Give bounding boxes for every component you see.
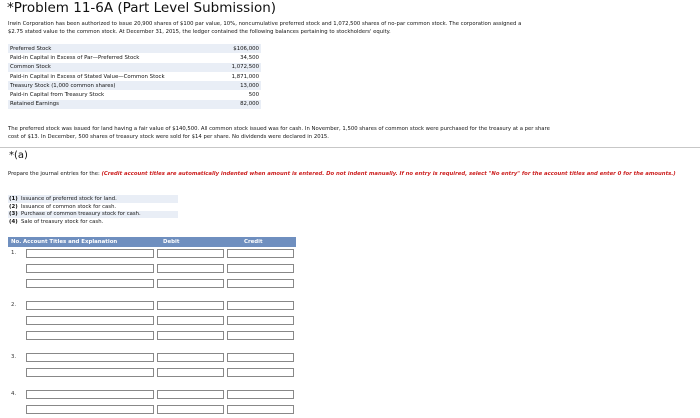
balance-label: Retained Earnings (8, 100, 219, 109)
account-title-input[interactable] (26, 353, 154, 362)
entry-row (8, 388, 296, 403)
credit-input[interactable] (227, 353, 294, 362)
debit-input[interactable] (157, 264, 224, 273)
section-divider (0, 147, 700, 148)
balance-label: Common Stock (8, 63, 219, 72)
transaction-text: Purchase of common treasury stock for cash. (20, 211, 178, 219)
debit-input[interactable] (157, 331, 224, 340)
list-item (8, 211, 178, 219)
table-row (8, 63, 261, 72)
balance-amount: 13,000 (219, 81, 261, 90)
header-credit: Credit (244, 239, 263, 245)
journal-entry-grid (8, 237, 296, 418)
debit-input[interactable] (157, 279, 224, 288)
transaction-text: Issuance of preferred stock for land. (20, 195, 178, 203)
debit-input[interactable] (157, 390, 224, 399)
table-row (8, 100, 261, 109)
account-title-input[interactable] (26, 301, 154, 310)
transaction-text: Sale of treasury stock for cash. (20, 218, 178, 226)
balance-amount: 1,871,000 (231, 73, 259, 80)
balance-label: Paid-in Capital in Excess of Stated Value—Common Stock (10, 73, 165, 80)
account-title-input[interactable] (26, 279, 154, 288)
table-row (8, 90, 261, 99)
preferred-note-line-1: The preferred stock was issued for land having a fair value of $140,500. All common stock issued was for cash. In November, 1,500 shares of common stock were purchased for the treasury at a per share (8, 126, 550, 132)
entry-number: 4. (11, 391, 17, 397)
credit-input[interactable] (227, 279, 294, 288)
preferred-note (8, 125, 693, 141)
grid-header (8, 237, 296, 247)
entry-row (8, 314, 296, 329)
header-no: No. (11, 239, 22, 245)
intro-line-2: $2.75 stated value to the common stock. At December 31, 2015, the ledger contained the following balances pertaining to stockholders' equity. (8, 29, 391, 36)
intro-line-1: Irwin Corporation has been authorized to issue 20,900 shares of $100 par value, 10%, noncumulative preferred stock and 1,072,500 shares of no-par common stock. The corporation assigned a (8, 21, 522, 27)
debit-input[interactable] (157, 316, 224, 325)
credit-input[interactable] (227, 249, 294, 258)
account-title-input[interactable] (26, 390, 154, 399)
entry-row (8, 299, 296, 314)
entry-row (8, 366, 296, 381)
credit-input[interactable] (227, 264, 294, 273)
entry-number: 3. (11, 354, 17, 360)
instructions-note: (Credit account titles are automatically indented when amount is entered. Do not indent manually. If no entry is required, select "No entry" for the account titles and enter 0 for the amounts.) (101, 171, 676, 177)
transaction-text: Issuance of common stock for cash. (20, 203, 178, 211)
account-title-input[interactable] (26, 249, 154, 258)
credit-input[interactable] (227, 331, 294, 340)
account-title-input[interactable] (26, 405, 154, 414)
preferred-note-line-2: cost of $13. In December, 500 shares of treasury stock were sold for $14 per share. No dividends were declared in 2015. (8, 134, 329, 141)
table-row (8, 44, 261, 53)
credit-input[interactable] (227, 368, 294, 377)
balance-label: Treasury Stock (1,000 common shares) (8, 81, 219, 90)
instructions (8, 170, 693, 178)
debit-input[interactable] (157, 353, 224, 362)
balance-label: Paid-in Capital from Treasury Stock (10, 92, 105, 99)
entry-number: 2. (11, 302, 17, 308)
part-label: *(a) (9, 150, 28, 161)
instructions-prefix: Prepare the journal entries for the: (8, 171, 102, 177)
balance-amount: $106,000 (219, 44, 261, 53)
debit-input[interactable] (157, 368, 224, 377)
balances-table (8, 44, 261, 109)
list-item (8, 218, 178, 226)
account-title-input[interactable] (26, 264, 154, 273)
balance-amount: 82,000 (219, 100, 261, 109)
list-item (8, 203, 178, 211)
transaction-number: (2) (8, 203, 20, 211)
table-row (8, 53, 261, 62)
balance-amount: 500 (248, 92, 259, 99)
header-debit: Debit (163, 239, 180, 245)
transactions-list (8, 195, 178, 226)
debit-input[interactable] (157, 301, 224, 310)
page-title: *Problem 11-6A (Part Level Submission) (7, 0, 277, 16)
transaction-number: (3) (8, 211, 20, 219)
credit-input[interactable] (227, 390, 294, 399)
transaction-number: (4) (8, 218, 20, 226)
problem-intro (8, 20, 693, 37)
balance-amount: 1,072,500 (219, 63, 261, 72)
table-row (8, 72, 261, 81)
entry-row (8, 277, 296, 292)
debit-input[interactable] (157, 249, 224, 258)
table-row (8, 81, 261, 90)
entry-row (8, 403, 296, 418)
account-title-input[interactable] (26, 368, 154, 377)
list-item (8, 195, 178, 203)
entry-row (8, 351, 296, 366)
header-account: Account Titles and Explanation (23, 239, 118, 245)
balance-amount: 34,500 (240, 54, 259, 61)
entry-row (8, 247, 296, 262)
balance-label: Preferred Stock (8, 44, 219, 53)
entry-row (8, 262, 296, 277)
account-title-input[interactable] (26, 331, 154, 340)
entry-row (8, 329, 296, 344)
credit-input[interactable] (227, 316, 294, 325)
transaction-number: (1) (8, 195, 20, 203)
balance-label: Paid-in Capital in Excess of Par—Preferred Stock (10, 54, 140, 61)
credit-input[interactable] (227, 301, 294, 310)
credit-input[interactable] (227, 405, 294, 414)
debit-input[interactable] (157, 405, 224, 414)
entry-number: 1. (11, 250, 17, 256)
account-title-input[interactable] (26, 316, 154, 325)
